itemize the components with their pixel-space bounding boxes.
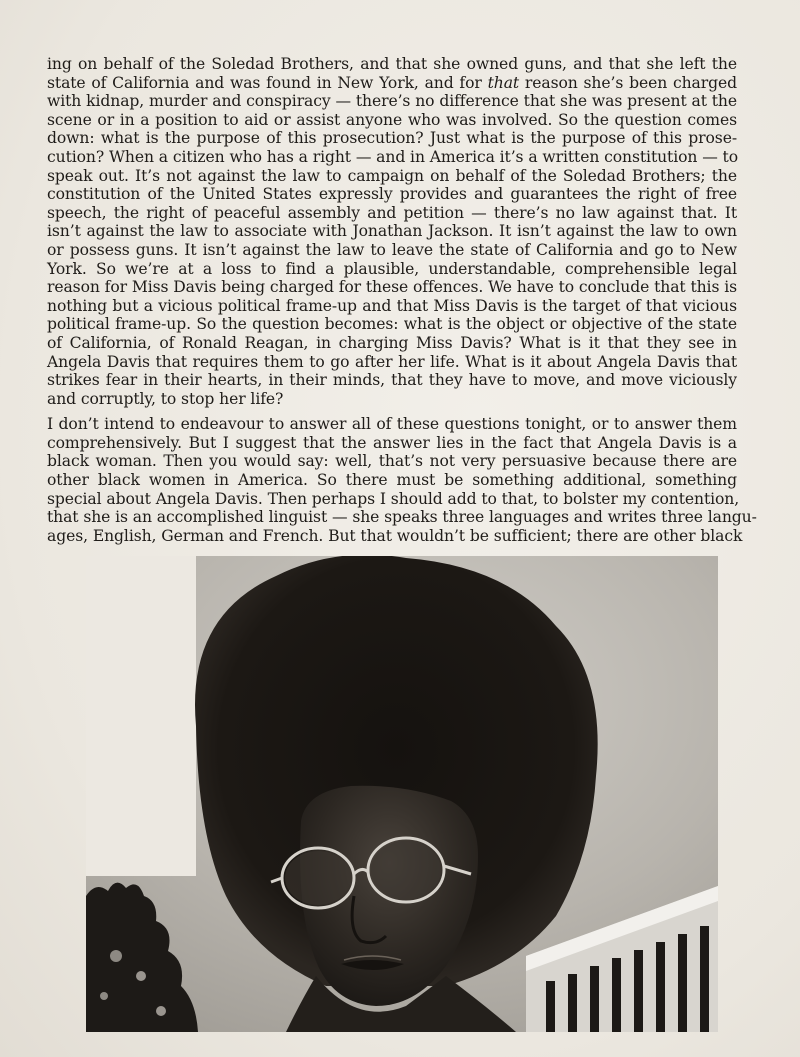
text-line: political frame-up. So the question becomes: what is the object or objective of the state	[47, 315, 737, 334]
text-line: Angela Davis that requires them to go after her life. What is it about Angela Davis that	[47, 352, 737, 371]
text-line: of California, of Ronald Reagan, in charging Miss Davis? What is it that they see in	[47, 333, 737, 352]
text-line: reason for Miss Davis being charged for these offences. We have to conclude that this is	[47, 278, 737, 297]
text-line: ing on behalf of the Soledad Brothers, and that she owned guns, and that she left the	[47, 55, 737, 73]
text-line: with kidnap, murder and conspiracy — there’s no difference that she was present at the	[47, 92, 737, 111]
text-line: special about Angela Davis. Then perhaps I should add to that, to bolster my contention,	[47, 489, 740, 508]
text-line: York. So we’re at a loss to find a plausible, understandable, comprehensible legal	[47, 259, 737, 278]
text-line: speech, the right of peaceful assembly and petition — there’s no law against that. It	[47, 203, 737, 222]
text-line: that she is an accomplished linguist — she speaks three languages and writes three langu-	[47, 508, 757, 527]
text-line	[47, 74, 737, 93]
text-line: nothing but a vicious political frame-up and that Miss Davis is the target of that vicious	[47, 296, 737, 315]
text-line: down: what is the purpose of this prosecution? Just what is the purpose of this prose-	[47, 129, 737, 148]
text-line: other black women in America. So there must be something additional, something	[47, 471, 737, 490]
paragraph-1	[47, 55, 737, 408]
portrait-photo	[86, 556, 718, 1032]
text-line: I don’t intend to endeavour to answer all of these questions tonight, or to answer them	[47, 415, 737, 434]
page-margin	[86, 556, 196, 876]
text-line: or possess guns. It isn’t against the law to leave the state of California and go to New	[47, 240, 737, 259]
text-line: comprehensively. But I suggest that the answer lies in the fact that Angela Davis is a	[47, 433, 737, 452]
text-run: reason she’s been charged	[519, 73, 737, 92]
text-run: state of California and was found in New York, and for	[47, 73, 488, 92]
body-text	[47, 55, 757, 545]
text-line: scene or in a position to aid or assist anyone who was involved. So the question comes	[47, 110, 737, 129]
text-line: strikes fear in their hearts, in their minds, that they have to move, and move viciously	[47, 371, 737, 390]
italic-word: that	[487, 73, 520, 92]
text-line: isn’t against the law to associate with Jonathan Jackson. It isn’t against the law to own	[47, 222, 737, 241]
text-line: ages, English, German and French. But that wouldn’t be sufficient; there are other black	[47, 526, 743, 545]
paragraph-2	[47, 415, 757, 545]
paragraph-gap	[47, 408, 737, 415]
text-line: cution? When a citizen who has a right — and in America it’s a written constitution — to	[47, 147, 739, 166]
text-line: constitution of the United States expressly provides and guarantees the right of free	[47, 185, 737, 204]
text-line: black woman. Then you would say: well, that’s not very persuasive because there are	[47, 452, 737, 471]
text-line: and corruptly, to stop her life?	[47, 389, 284, 408]
text-line: speak out. It’s not against the law to campaign on behalf of the Soledad Brothers; the	[47, 166, 737, 185]
